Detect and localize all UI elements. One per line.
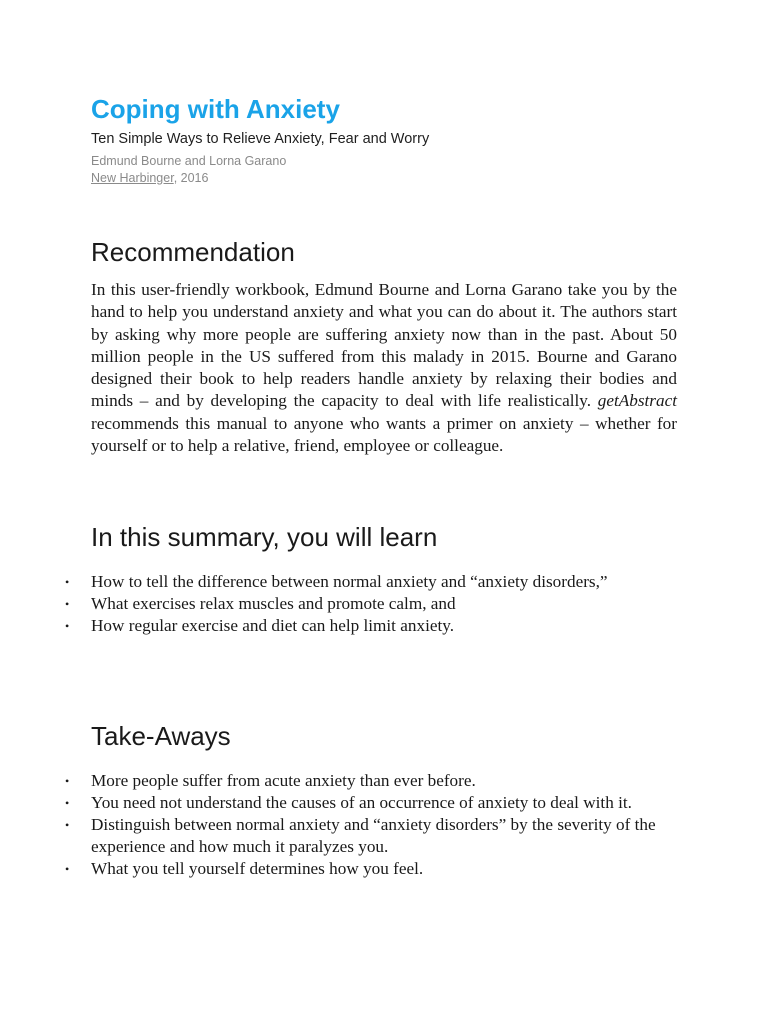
bullet-icon: • bbox=[65, 796, 70, 810]
list-item-text: How to tell the difference between normal anxiety and “anxiety disorders,” bbox=[91, 572, 608, 591]
list-item-text: What exercises relax muscles and promote calm, and bbox=[91, 594, 456, 613]
bullet-icon: • bbox=[65, 774, 70, 788]
recommendation-paragraph bbox=[91, 279, 677, 457]
list-item-text: You need not understand the causes of an occurrence of anxiety to deal with it. bbox=[91, 793, 632, 812]
recommendation-text-part1: In this user-friendly workbook, Edmund Bourne and Lorna Garano take you by the hand to help you understand anxiety and what you can do about it. The authors start by asking why more people are suffering anxiety now than in the past. About 50 million people in the US suffered from this malady in 2015. Bourne and Garano designed their book to help readers handle anxiety by relaxing their bodies and minds – and by developing the capacity to deal with life realistically. bbox=[91, 280, 677, 411]
summary-heading: In this summary, you will learn bbox=[91, 522, 438, 552]
takeaways-heading: Take-Aways bbox=[91, 721, 231, 751]
book-subtitle: Ten Simple Ways to Relieve Anxiety, Fear and Worry bbox=[91, 131, 430, 147]
bullet-icon: • bbox=[65, 862, 70, 876]
recommendation-text-part2: recommends this manual to anyone who wants a primer on anxiety – whether for yourself or to help a relative, friend, employee or colleague. bbox=[91, 413, 677, 456]
list-item-text: Distinguish between normal anxiety and “anxiety disorders” by the severity of the experience and how much it paralyzes you. bbox=[91, 815, 656, 856]
list-item bbox=[65, 858, 691, 880]
book-title: Coping with Anxiety bbox=[91, 94, 340, 124]
list-item-text: More people suffer from acute anxiety than ever before. bbox=[91, 771, 476, 790]
recommendation-heading: Recommendation bbox=[91, 237, 295, 267]
list-item bbox=[65, 814, 691, 858]
list-item bbox=[65, 593, 691, 615]
learn-list bbox=[65, 571, 691, 637]
publication-year: , 2016 bbox=[173, 171, 209, 185]
bullet-icon: • bbox=[65, 619, 70, 633]
list-item bbox=[65, 571, 691, 593]
list-item bbox=[65, 792, 691, 814]
list-item-text: What you tell yourself determines how you feel. bbox=[91, 859, 424, 878]
list-item bbox=[65, 615, 691, 637]
takeaways-list bbox=[65, 770, 691, 880]
list-item-text: How regular exercise and diet can help limit anxiety. bbox=[91, 616, 455, 635]
book-publisher-line bbox=[91, 170, 208, 187]
bullet-icon: • bbox=[65, 575, 70, 589]
brand-name: getAbstract bbox=[597, 391, 677, 411]
bullet-icon: • bbox=[65, 818, 70, 832]
bullet-icon: • bbox=[65, 597, 70, 611]
list-item bbox=[65, 770, 691, 792]
book-authors: Edmund Bourne and Lorna Garano bbox=[91, 154, 287, 168]
publisher-link[interactable]: New Harbinger bbox=[91, 171, 174, 185]
